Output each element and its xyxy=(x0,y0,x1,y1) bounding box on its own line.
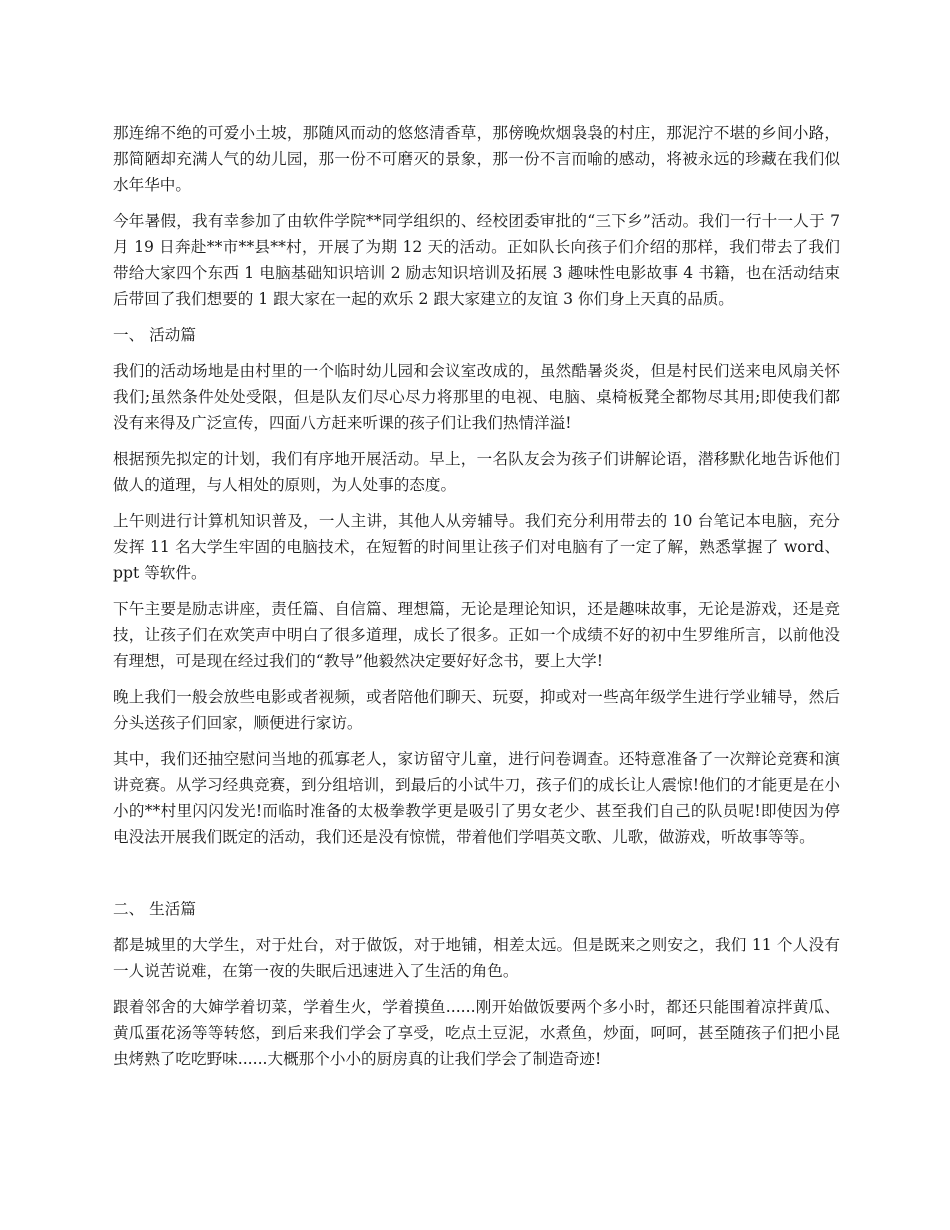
section-heading-life: 二、 生活篇 xyxy=(113,900,196,918)
section-spacer xyxy=(113,860,840,896)
paragraph-afternoon: 下午主要是励志讲座，责任篇、自信篇、理想篇，无论是理论知识，还是趣味故事，无论是游戏，还是竞技，让孩子们在欢笑声中明白了很多道理，成长了很多。正如一个成绩不好的初中生罗维所言，以前他没有理想，可是现在经过我们的“教导”他毅然决定要好好念书，要上大学! xyxy=(113,600,840,670)
paragraph-summer-activity: 今年暑假，我有幸参加了由软件学院**同学组织的、经校团委审批的“三下乡”活动。我们一行十一人于 7 月 19 日奔赴**市**县**村，开展了为期 12 天的活动。正如队长向孩子们介绍的那样，我们带去了我们带给大家四个东西 1 电脑基础知识培训 2 励志知识培训及拓展 3 趣味性电影故事 4 书籍，也在活动结束后带回了我们想要的 1 跟大家在一起的欢乐 2 跟大家建立的友谊 3 你们身上天真的品质。 xyxy=(113,212,840,308)
paragraph-computer-training: 上午则进行计算机知识普及，一人主讲，其他人从旁辅导。我们充分利用带去的 10 台笔记本电脑，充分发挥 11 名大学生牢固的电脑技术，在短暂的时间里让孩子们对电脑有了一定了解，熟悉掌握了 word、ppt 等软件。 xyxy=(113,512,840,582)
paragraph-venue: 我们的活动场地是由村里的一个临时幼儿园和会议室改成的，虽然酷暑炎炎，但是村民们送来电风扇关怀我们;虽然条件处处受限，但是队友们尽心尽力将那里的电视、电脑、桌椅板凳全都物尽其用;即使我们都没有来得及广泛宣传，四面八方赶来听课的孩子们让我们热情洋溢! xyxy=(113,362,840,432)
paragraph-evening: 晚上我们一般会放些电影或者视频，或者陪他们聊天、玩耍，抑或对一些高年级学生进行学业辅导，然后分头送孩子们回家，顺便进行家访。 xyxy=(113,688,840,732)
paragraph-morning: 根据预先拟定的计划，我们有序地开展活动。早上，一名队友会为孩子们讲解论语，潜移默化地告诉他们做人的道理，与人相处的原则，为人处事的态度。 xyxy=(113,450,840,494)
section-heading-activities: 一、 活动篇 xyxy=(113,326,196,344)
paragraph-intro: 那连绵不绝的可爱小土坡，那随风而动的悠悠清香草，那傍晚炊烟袅袅的村庄，那泥泞不堪的乡间小路，那简陋却充满人气的幼儿园，那一份不可磨灭的景象，那一份不言而喻的感动，将被永远的珍藏在我们似水年华中。 xyxy=(113,124,840,194)
paragraph-cooking: 跟着邻舍的大婶学着切菜，学着生火，学着摸鱼......刚开始做饭要两个多小时，都还只能围着凉拌黄瓜、黄瓜蛋花汤等等转悠，到后来我们学会了享受，吃点土豆泥，水煮鱼，炒面，呵呵，甚至随孩子们把小昆虫烤熟了吃吃野味......大概那个小小的厨房真的让我们学会了制造奇迹! xyxy=(113,998,840,1068)
document-body xyxy=(113,120,840,1082)
paragraph-city-students: 都是城里的大学生，对于灶台，对于做饭，对于地铺，相差太远。但是既来之则安之，我们 11 个人没有一人说苦说难，在第一夜的失眠后迅速进入了生活的角色。 xyxy=(113,936,840,980)
paragraph-other-activities: 其中，我们还抽空慰问当地的孤寡老人，家访留守儿童，进行问卷调查。还特意准备了一次辩论竞赛和演讲竞赛。从学习经典竞赛，到分组培训，到最后的小试牛刀，孩子们的成长让人震惊!他们的才能更是在小小的**村里闪闪发光!而临时准备的太极拳教学更是吸引了男女老少、甚至我们自己的队员呢!即使因为停电没法开展我们既定的活动，我们还是没有惊慌，带着他们学唱英文歌、儿歌，做游戏，听故事等等。 xyxy=(113,750,840,846)
